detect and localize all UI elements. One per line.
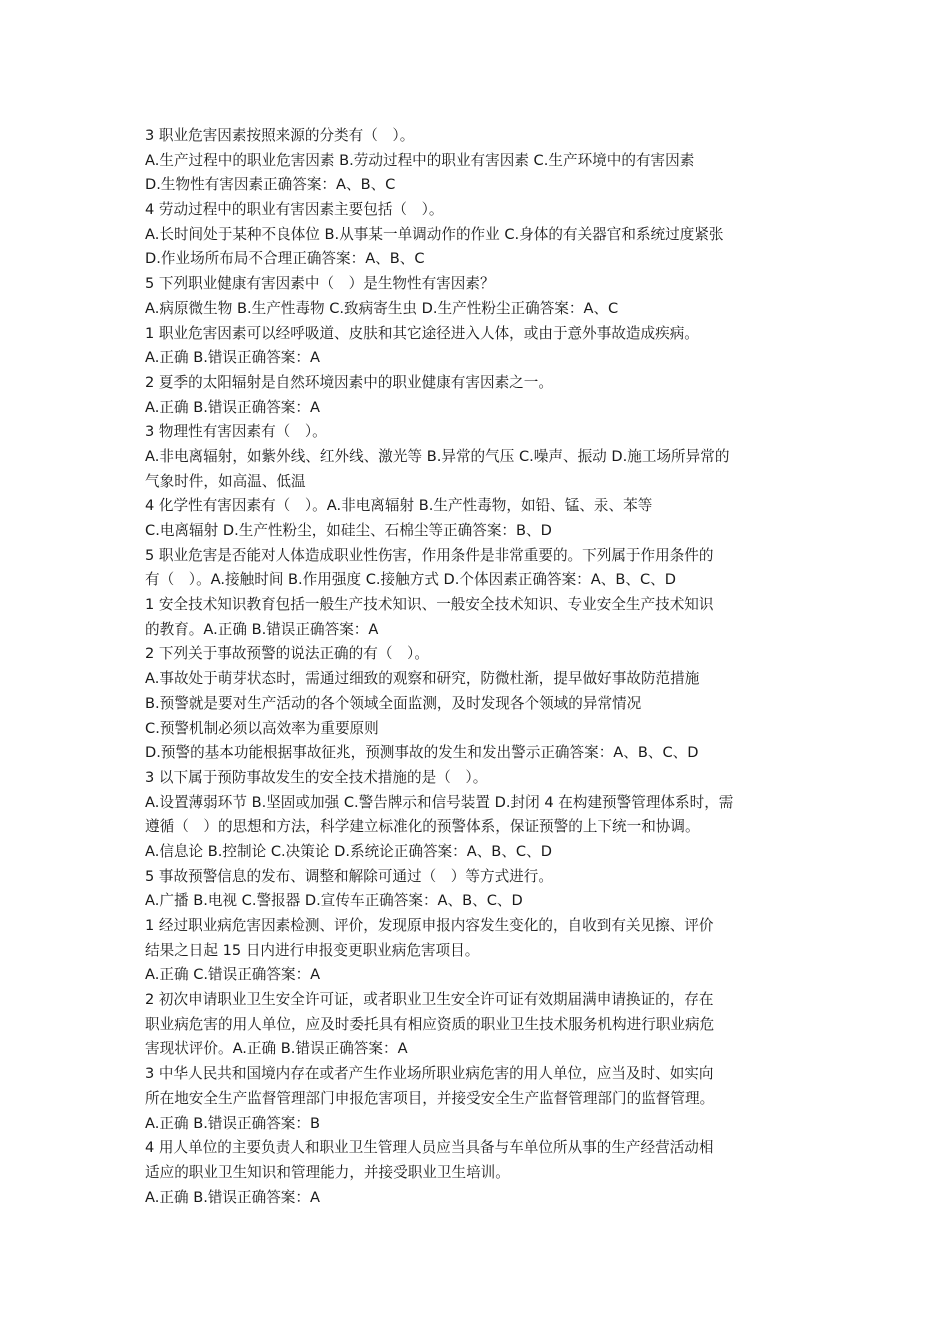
text-line: 1 安全技术知识教育包括一般生产技术知识、一般安全技术知识、专业安全生产技术知识 [145,596,714,614]
text-line: 职业病危害的用人单位，应及时委托具有相应资质的职业卫生技术服务机构进行职业病危 [145,1015,715,1033]
document-body [145,124,815,1210]
text-line: C.预警机制必须以高效率为重要原则 [145,719,379,737]
text-line: 害现状评价。A.正确 B.错误正确答案：A [145,1040,408,1058]
text-line: 4 用人单位的主要负责人和职业卫生管理人员应当具备与车单位所从事的生产经营活动相 [145,1139,714,1157]
text-line: 3 以下属于预防事故发生的安全技术措施的是（ ）。 [145,768,488,786]
text-line: A.正确 B.错误正确答案：A [145,1188,320,1206]
text-line: 1 经过职业病危害因素检测、评价，发现原申报内容发生变化的，自收到有关见擦、评价 [145,917,714,934]
text-line: 的教育。A.正确 B.错误正确答案：A [145,620,379,638]
text-line: 所在地安全生产监督管理部门申报危害项目，并接受安全生产监督管理部门的监督管理。 [145,1089,715,1107]
text-line: 3 职业危害因素按照来源的分类有（ ）。 [145,127,415,144]
text-line: D.预警的基本功能根据事故征兆，预测事故的发生和发出警示正确答案：A、B、C、D [145,744,699,762]
text-line: A.长时间处于某种不良体位 B.从事某一单调动作的作业 C.身体的有关器官和系统过度紧张 [145,225,724,243]
text-line: C.电离辐射 D.生产性粉尘，如硅尘、石棉尘等正确答案：B、D [145,522,552,539]
text-line: 结果之日起 15 日内进行申报变更职业病危害项目。 [145,941,480,959]
text-line: A.生产过程中的职业危害因素 B.劳动过程中的职业有害因素 C.生产环境中的有害因素 [145,151,695,169]
text-line: 适应的职业卫生知识和管理能力，并接受职业卫生培训。 [145,1163,510,1181]
text-line: A.广播 B.电视 C.警报器 D.宣传车正确答案：A、B、C、D [145,892,523,910]
text-line: D.生物性有害因素正确答案：A、B、C [145,176,396,194]
text-line: 4 化学性有害因素有（ ）。A.非电离辐射 B.生产性毒物，如铅、锰、汞、苯等 [145,497,653,515]
text-line: 2 下列关于事故预警的说法正确的有（ ）。 [145,645,429,663]
text-line: A.正确 B.错误正确答案：B [145,1114,321,1132]
text-line: A.病原微生物 B.生产性毒物 C.致病寄生虫 D.生产性粉尘正确答案：A、C [145,299,619,317]
text-line: 2 初次申请职业卫生安全许可证，或者职业卫生安全许可证有效期届满申请换证的，存在 [145,991,714,1009]
text-line: 5 下列职业健康有害因素中（ ）是生物性有害因素？ [145,275,495,293]
text-line: A.非电离辐射，如紫外线、红外线、激光等 B.异常的气压 C.噪声、振动 D.施工场所异常的 [145,447,730,465]
text-line: A.正确 B.错误正确答案：A [145,398,320,416]
text-line: 3 中华人民共和国境内存在或者产生作业场所职业病危害的用人单位，应当及时、如实向 [145,1065,714,1083]
text-line: 5 事故预警信息的发布、调整和解除可通过（ ）等方式进行。 [145,867,553,885]
text-line: 气象时件，如高温、低温 [145,472,306,490]
text-line: A.设置薄弱环节 B.坚固或加强 C.警告牌示和信号装置 D.封闭 4 在构建预警管理体系时，需 [145,793,734,811]
text-line: A.事故处于萌芽状态时，需通过细致的观察和研究，防微杜渐，提早做好事故防范措施 [145,670,700,688]
text-line: 3 物理性有害因素有（ ）。 [145,423,327,441]
text-line: 4 劳动过程中的职业有害因素主要包括（ ）。 [145,201,444,219]
text-line: 5 职业危害是否能对人体造成职业性伤害，作用条件是非常重要的。下列属于作用条件的 [145,546,714,564]
text-line: 有（ ）。A.接触时间 B.作用强度 C.接触方式 D.个体因素正确答案：A、B、C、D [145,571,676,589]
text-line: 遵循（ ）的思想和方法，科学建立标准化的预警体系，保证预警的上下统一和协调。 [145,818,700,836]
text-line: 2 夏季的太阳辐射是自然环境因素中的职业健康有害因素之一。 [145,373,553,391]
text-line: A.正确 B.错误正确答案：A [145,349,320,367]
text-line: A.信息论 B.控制论 C.决策论 D.系统论正确答案：A、B、C、D [145,842,552,860]
text-line: D.作业场所布局不合理正确答案：A、B、C [145,250,425,268]
text-line: B.预警就是要对生产活动的各个领域全面监测，及时发现各个领域的异常情况 [145,694,642,712]
text-line: 1 职业危害因素可以经呼吸道、皮肤和其它途径进入人体，或由于意外事故造成疾病。 [145,324,699,342]
text-line: A.正确 C.错误正确答案：A [145,966,321,984]
